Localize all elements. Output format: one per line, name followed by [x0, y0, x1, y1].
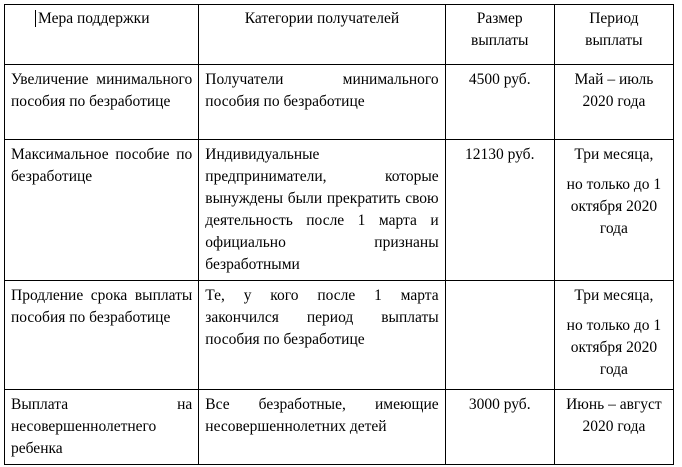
cell-amount: 12130 руб.	[445, 140, 554, 281]
cell-recipients: Получатели минимального пособия по безработице	[199, 65, 445, 140]
table-row	[5, 281, 674, 390]
cell-recipients: Те, у кого после 1 марта закончился период выплаты пособия по безработице	[199, 281, 445, 390]
cell-amount: 4500 руб.	[445, 65, 554, 140]
cell-period-line1: Три месяца,	[574, 287, 654, 304]
table-header-row	[5, 5, 674, 65]
cell-period-line1: Июнь – август 2020 года	[566, 396, 662, 435]
cell-period	[554, 65, 673, 140]
cell-period-line2: но только до 1 октября 2020 года	[566, 317, 662, 378]
header-recipients: Категории получателей	[199, 5, 445, 65]
cell-recipients: Индивидуальные предприниматели, которые вынуждены были прекратить свою деятельность после 1 марта и официально признаны безработными	[199, 140, 445, 281]
header-measure	[5, 5, 199, 65]
cell-recipients: Все безработные, имеющие несовершеннолетних детей	[199, 390, 445, 465]
header-period: Период выплаты	[554, 5, 673, 65]
cell-period-line2: но только до 1 октября 2020 года	[566, 176, 662, 237]
cell-period-line1: Три месяца,	[574, 146, 654, 163]
cell-period	[554, 140, 673, 281]
cell-measure: Продление срока выплаты пособия по безработице	[5, 281, 199, 390]
table-row	[5, 65, 674, 140]
cell-measure: Выплата на несовершеннолетнего ребенка	[5, 390, 199, 465]
header-measure-text: Мера поддержки	[35, 10, 150, 27]
cell-amount: 3000 руб.	[445, 390, 554, 465]
support-measures-table	[4, 4, 674, 465]
cell-period	[554, 281, 673, 390]
cell-measure: Увеличение минимального пособия по безработице	[5, 65, 199, 140]
table-row	[5, 390, 674, 465]
table-row	[5, 140, 674, 281]
header-amount: Размер выплаты	[445, 5, 554, 65]
cell-period-line1: Май – июль 2020 года	[574, 71, 654, 110]
cell-amount	[445, 281, 554, 390]
cell-measure: Максимальное пособие по безработице	[5, 140, 199, 281]
cell-period	[554, 390, 673, 465]
